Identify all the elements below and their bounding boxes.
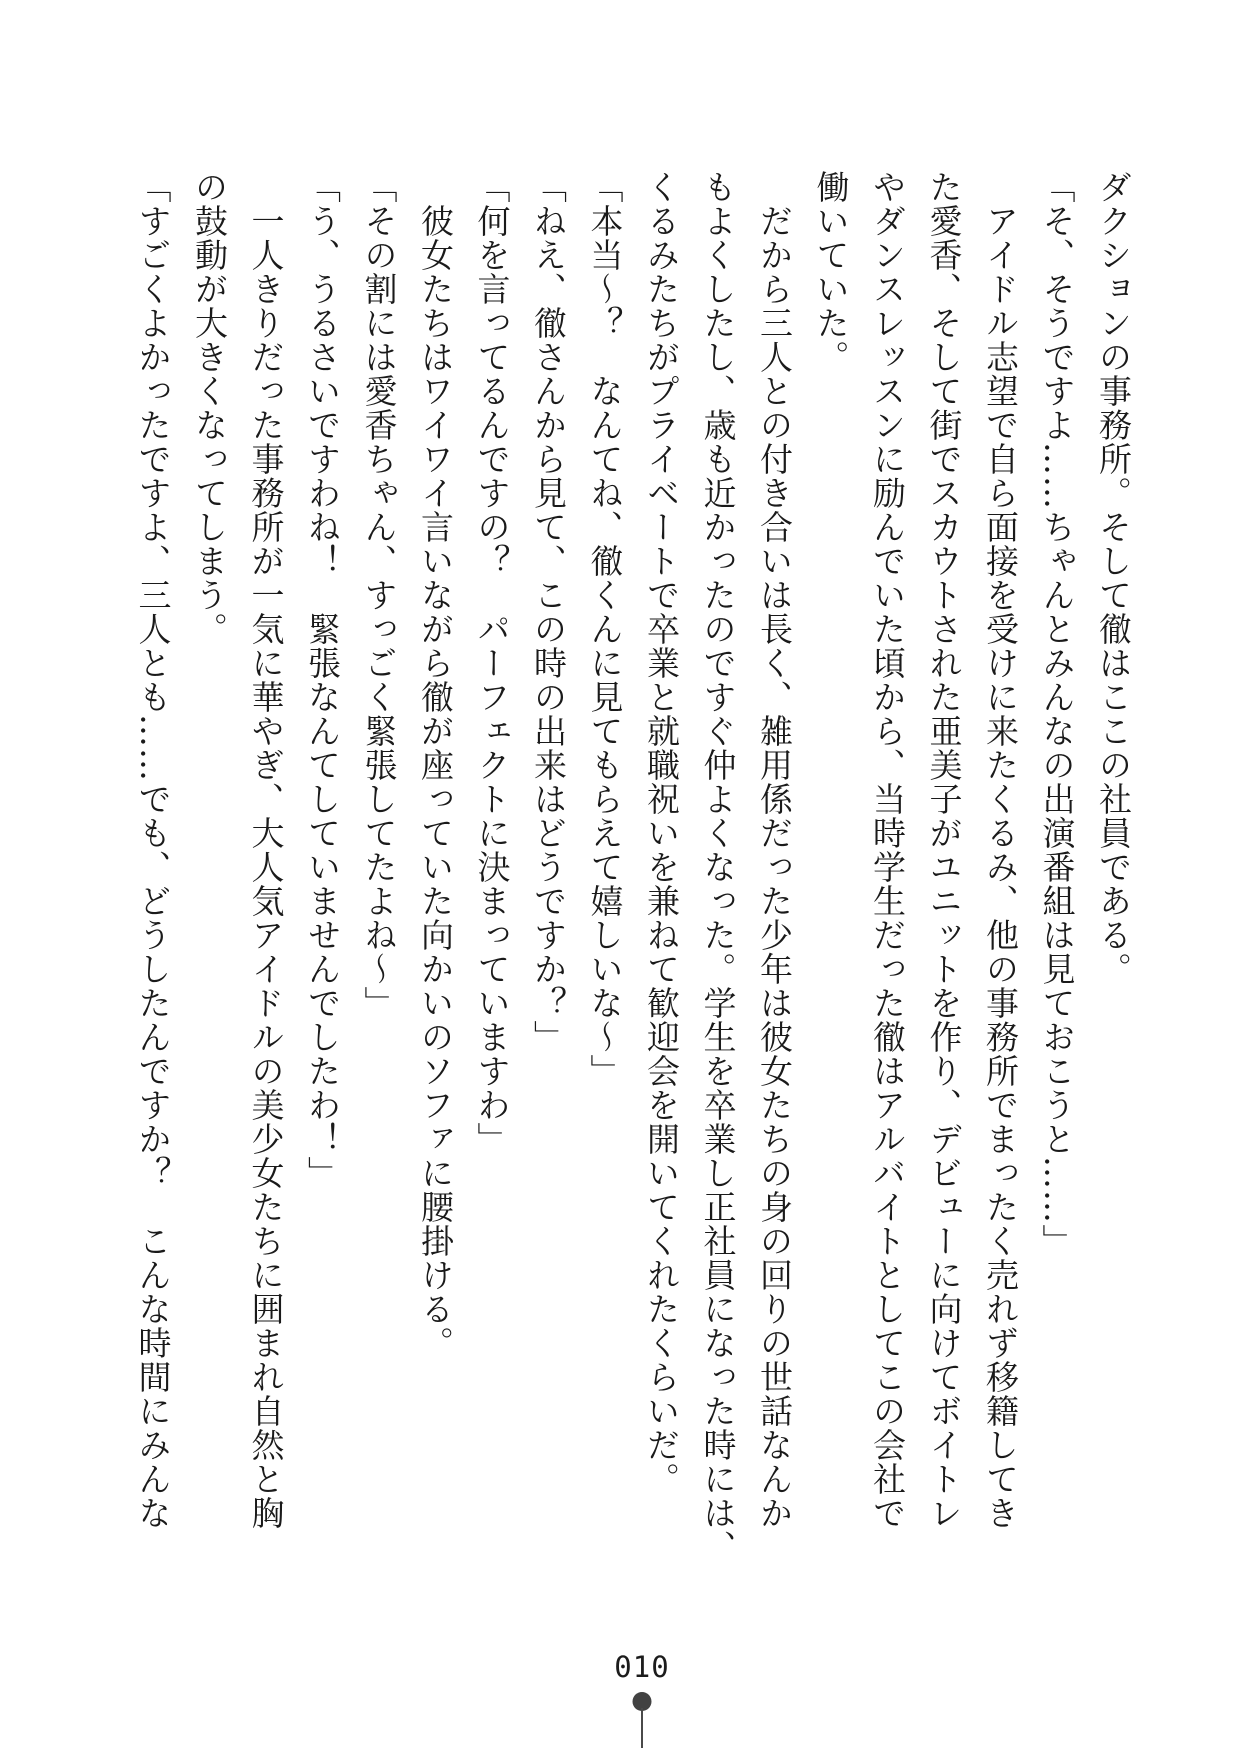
text-column-16: 一人きりだった事務所が一気に華やぎ、大人気アイドルの美少女たちに囲まれ自然と胸 <box>246 204 286 1530</box>
text-column-10: 「本当〜？ なんてね、徹くんに見てもらえて嬉しいな〜」 <box>585 170 625 1088</box>
text-column-7: だから三人との付き合いは長く、雑用係だった少年は彼女たちの身の回りの世話なんか <box>755 204 794 1530</box>
text-column-14: 「その割には愛香ちゃん、すっごく緊張してたよね〜」 <box>359 170 399 1020</box>
footer-ornament-line <box>641 1708 643 1748</box>
text-column-9: くるみたちがプライベートで卒業と就職祝いを兼ねて歓迎会を開いてくれたくらいだ。 <box>642 170 681 1496</box>
text-column-13: 彼女たちはワイワイ言いながら徹が座っていた向かいのソファに腰掛ける。 <box>416 204 455 1360</box>
text-column-18: 「すごくよかったですよ、三人とも……でも、どうしたんですか？ こんな時間にみんな <box>133 170 173 1530</box>
text-column-17: の鼓動が大きくなってしまう。 <box>190 170 229 646</box>
text-column-8: もよくしたし、歳も近かったのですぐ仲よくなった。学生を卒業し正社員になった時には、 <box>698 170 738 1564</box>
page-number: 010 <box>614 1650 670 1684</box>
text-column-15: 「う、うるさいですわね！ 緊張なんてしていませんでしたわ！」 <box>303 170 342 1190</box>
text-column-5: やダンスレッスンに励んでいた頃から、当時学生だった徹はアルバイトとしてこの会社で <box>868 170 907 1530</box>
text-column-11: 「ねえ、徹さんから見て、この時の出来はどうですか？」 <box>529 170 568 1054</box>
text-column-12: 「何を言ってるんですの？ パーフェクトに決まっていますわ」 <box>472 170 512 1156</box>
text-column-2: 「そ、そうですよ……ちゃんとみんなの出演番組は見ておこうと……」 <box>1037 170 1077 1258</box>
text-column-6: 働いていた。 <box>811 170 851 374</box>
text-column-3: アイドル志望で自ら面接を受けに来たくるみ、他の事務所でまったく売れず移籍してき <box>981 204 1020 1530</box>
text-column-1: ダクションの事務所。そして徹はここの社員である。 <box>1094 170 1133 986</box>
text-column-4: た愛香、そして街でスカウトされた亜美子がユニットを作り、デビューに向けてボイトレ <box>924 170 964 1530</box>
